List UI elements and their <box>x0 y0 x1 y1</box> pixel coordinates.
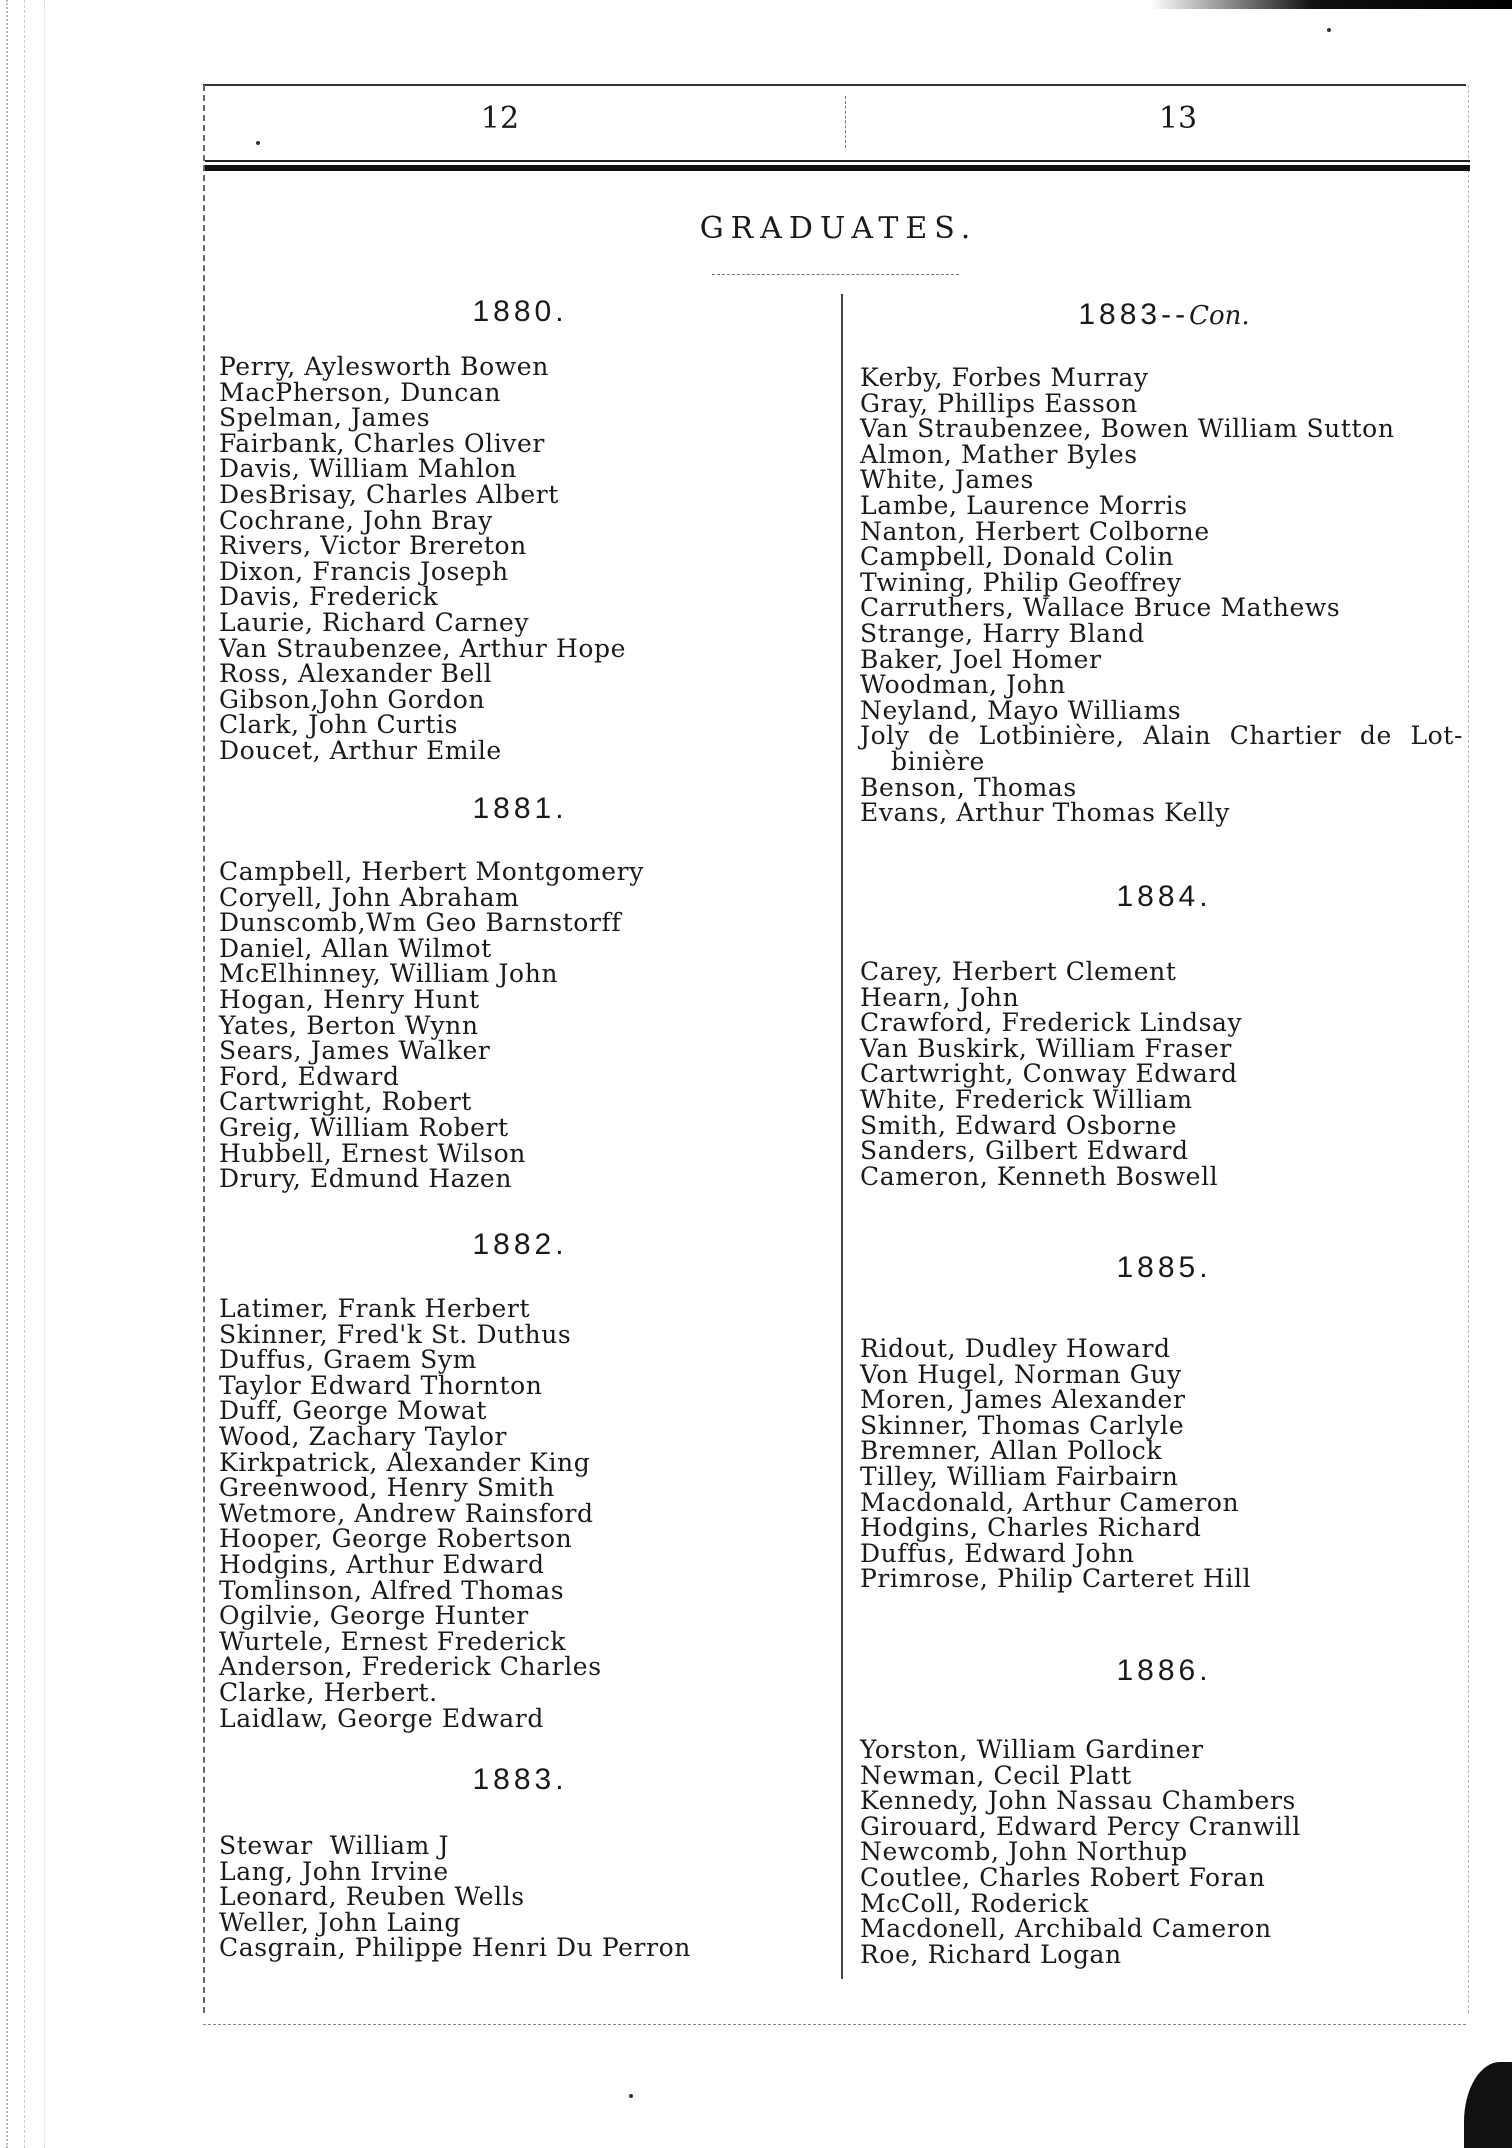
graduate-name: Skinner, Thomas Carlyle <box>860 1410 1185 1440</box>
graduate-name: Nanton, Herbert Colborne <box>860 516 1210 546</box>
graduate-name: McElhinney, William John <box>219 959 559 989</box>
graduate-name: Campbell, Herbert Montgomery <box>219 857 644 886</box>
graduate-name: Kirkpatrick, Alexander King <box>219 1447 591 1477</box>
graduate-list-1885 <box>860 1336 1468 1592</box>
graduate-name: Ridout, Dudley Howard <box>860 1334 1171 1363</box>
year-heading-continued-label: Con. <box>1189 301 1250 331</box>
graduate-list-1883 <box>219 1833 821 1961</box>
graduate-name: Cartwright, Conway Edward <box>860 1059 1238 1089</box>
ink-speck <box>256 141 260 145</box>
graduate-name: DesBrisay, Charles Albert <box>219 479 559 509</box>
year-heading-1883-continued <box>860 298 1468 332</box>
graduate-name: MacPherson, Duncan <box>219 377 502 407</box>
graduate-name: Carruthers, Wallace Bruce Mathews <box>860 593 1341 623</box>
bottom-frame-rule <box>203 2024 1466 2025</box>
graduate-name: Doucet, Arthur Emile <box>219 735 502 765</box>
graduate-name: Duffus, Edward John <box>860 1538 1135 1568</box>
graduate-name: Clark, John Curtis <box>219 710 459 740</box>
graduate-list-1883-continued <box>860 365 1468 826</box>
graduate-name: Wetmore, Andrew Rainsford <box>219 1498 594 1528</box>
graduate-name: Crawford, Frederick Lindsay <box>860 1008 1243 1038</box>
year-heading-1884: 1884. <box>1116 880 1212 913</box>
scan-left-edge-noise <box>6 0 8 2148</box>
graduate-name: Yates, Berton Wynn <box>219 1010 479 1040</box>
graduate-name: Smith, Edward Osborne <box>860 1110 1178 1140</box>
graduate-name: Tomlinson, Alfred Thomas <box>219 1575 565 1605</box>
scan-top-edge-shadow <box>1150 0 1512 9</box>
graduate-name: Van Straubenzee, Arthur Hope <box>219 633 626 663</box>
graduate-name: Cameron, Kenneth Boswell <box>860 1161 1219 1191</box>
graduate-name: Gibson,John Gordon <box>219 684 486 714</box>
graduate-name: Davis, William Mahlon <box>219 454 517 484</box>
graduate-name: Leonard, Reuben Wells <box>219 1882 525 1912</box>
graduate-name: White, James <box>860 465 1034 495</box>
graduate-name: Twining, Philip Geoffrey <box>860 567 1182 597</box>
scan-left-edge-noise <box>44 0 45 2148</box>
graduate-name: Tilley, William Fairbairn <box>860 1461 1179 1491</box>
graduate-name: Dunscomb,Wm Geo Barnstorff <box>219 908 622 938</box>
graduate-name: Hodgins, Arthur Edward <box>219 1549 545 1579</box>
graduate-name: Duff, George Mowat <box>219 1396 487 1426</box>
graduate-name: Cochrane, John Bray <box>219 505 493 535</box>
year-heading-1880: 1880. <box>472 295 568 328</box>
graduate-name: Von Hugel, Norman Guy <box>860 1359 1182 1389</box>
graduate-name: Kerby, Forbes Murray <box>860 363 1149 392</box>
graduate-name: Sanders, Gilbert Edward <box>860 1136 1189 1166</box>
graduate-name: Wood, Zachary Taylor <box>219 1421 508 1451</box>
graduate-name: Coryell, John Abraham <box>219 882 520 912</box>
graduate-name: Van Straubenzee, Bowen William Sutton <box>860 414 1395 444</box>
graduate-name: Duffus, Graem Sym <box>219 1345 477 1375</box>
graduate-name: Almon, Mather Byles <box>860 439 1138 469</box>
graduate-name: Ogilvie, George Hunter <box>219 1601 529 1631</box>
graduate-name: McColl, Roderick <box>860 1888 1090 1918</box>
graduate-name: Hodgins, Charles Richard <box>860 1513 1202 1543</box>
year-heading-1885: 1885. <box>1116 1251 1212 1284</box>
graduate-name: Lang, John Irvine <box>219 1856 449 1886</box>
graduate-name: Benson, Thomas <box>860 772 1077 802</box>
graduate-name: Greenwood, Henry Smith <box>219 1473 555 1503</box>
graduate-name: Macdonell, Archibald Cameron <box>860 1914 1272 1944</box>
graduate-name: Neyland, Mayo Williams <box>860 695 1182 725</box>
graduate-name: Macdonald, Arthur Cameron <box>860 1487 1240 1517</box>
graduate-list-1886 <box>860 1737 1468 1967</box>
year-heading-1881: 1881. <box>472 792 568 825</box>
graduate-name-continuation: binière <box>891 746 985 776</box>
graduate-name: Hubbell, Ernest Wilson <box>219 1138 526 1168</box>
graduate-name: Roe, Richard Logan <box>860 1939 1122 1969</box>
graduate-name: Ford, Edward <box>219 1061 400 1091</box>
right-frame-rule <box>1468 85 1469 2013</box>
graduate-list-1884 <box>860 959 1468 1189</box>
graduate-name: Joly de Lotbinière, Alain Chartier de Lot- <box>860 721 1463 751</box>
left-frame-rule <box>203 85 205 2013</box>
graduate-name: Yorston, William Gardiner <box>860 1735 1204 1764</box>
graduate-name: Wurtele, Ernest Frederick <box>219 1626 567 1656</box>
graduate-list-1882 <box>219 1296 821 1731</box>
graduate-name: Spelman, James <box>219 403 431 433</box>
graduate-name: White, Frederick William <box>860 1084 1193 1114</box>
graduate-name: Sears, James Walker <box>219 1036 491 1066</box>
graduate-name: Greig, William Robert <box>219 1112 509 1142</box>
scan-left-edge-noise <box>24 0 25 2148</box>
graduate-name: Davis, Frederick <box>219 582 439 612</box>
ink-speck <box>1327 28 1331 32</box>
graduate-name: Girouard, Edward Percy Cranwill <box>860 1811 1301 1841</box>
page-number-left: 12 <box>480 101 520 136</box>
year-heading-1886: 1886. <box>1116 1654 1212 1687</box>
graduate-name: Rivers, Victor Brereton <box>219 531 527 561</box>
graduate-name: Van Buskirk, William Fraser <box>860 1033 1232 1063</box>
graduate-name: Baker, Joel Homer <box>860 644 1102 674</box>
year-heading-1883: 1883. <box>472 1763 568 1796</box>
graduate-name: Casgrain, Philippe Henri Du Perron <box>219 1933 691 1963</box>
graduate-list-1881 <box>219 859 821 1192</box>
ink-speck <box>629 2094 633 2098</box>
graduate-name: Newman, Cecil Platt <box>860 1760 1132 1790</box>
scan-corner-shadow <box>1464 2062 1512 2148</box>
graduate-name: Campbell, Donald Colin <box>860 542 1174 572</box>
graduate-name: Taylor Edward Thornton <box>219 1370 543 1400</box>
graduate-name: Skinner, Fred'k St. Duthus <box>219 1319 572 1349</box>
header-rule-thin <box>205 160 1470 162</box>
graduate-name: Anderson, Frederick Charles <box>219 1652 602 1682</box>
page-title: GRADUATES. <box>699 211 978 246</box>
graduate-name: Gray, Phillips Easson <box>860 388 1138 418</box>
graduate-name: Moren, James Alexander <box>860 1385 1186 1415</box>
graduate-name: Ross, Alexander Bell <box>219 659 493 689</box>
graduate-name: Hearn, John <box>860 982 1020 1012</box>
graduate-name: Carey, Herbert Clement <box>860 957 1177 986</box>
graduate-name: Lambe, Laurence Morris <box>860 490 1188 520</box>
graduate-name: Laurie, Richard Carney <box>219 607 530 637</box>
graduate-name: Perry, Aylesworth Bowen <box>219 352 549 381</box>
graduate-name: Weller, John Laing <box>219 1907 461 1937</box>
graduate-list-1880 <box>219 354 821 764</box>
graduate-name: Fairbank, Charles Oliver <box>219 428 545 458</box>
graduate-name: Latimer, Frank Herbert <box>219 1294 531 1323</box>
graduate-name: Strange, Harry Bland <box>860 618 1145 648</box>
graduate-name: Drury, Edmund Hazen <box>219 1164 513 1194</box>
graduate-name: Newcomb, John Northup <box>860 1837 1188 1867</box>
top-frame-rule <box>203 84 1466 86</box>
header-rule-thick <box>205 165 1470 171</box>
page-number-right: 13 <box>1158 101 1198 136</box>
graduate-name: Hooper, George Robertson <box>219 1524 573 1554</box>
graduate-name: Evans, Arthur Thomas Kelly <box>860 798 1230 828</box>
graduate-name: Kennedy, John Nassau Chambers <box>860 1786 1296 1816</box>
graduate-name: Dixon, Francis Joseph <box>219 556 509 586</box>
header-divider <box>845 96 846 148</box>
graduate-name: Daniel, Allan Wilmot <box>219 933 492 963</box>
graduate-name: Cartwright, Robert <box>219 1087 472 1117</box>
graduate-name: Bremner, Allan Pollock <box>860 1436 1163 1466</box>
title-underline <box>712 274 959 275</box>
year-heading-1882: 1882. <box>472 1228 568 1261</box>
column-divider <box>841 294 843 1979</box>
graduate-name: Coutlee, Charles Robert Foran <box>860 1862 1266 1892</box>
graduate-name: Stewar William J <box>219 1831 450 1860</box>
graduate-name: Laidlaw, George Edward <box>219 1703 544 1733</box>
year-heading-number: 1883-- <box>1078 298 1190 331</box>
graduate-name: Hogan, Henry Hunt <box>219 984 480 1014</box>
graduate-name: Woodman, John <box>860 670 1066 700</box>
graduate-name: Primrose, Philip Carteret Hill <box>860 1564 1252 1594</box>
graduate-name: Clarke, Herbert. <box>219 1677 438 1707</box>
